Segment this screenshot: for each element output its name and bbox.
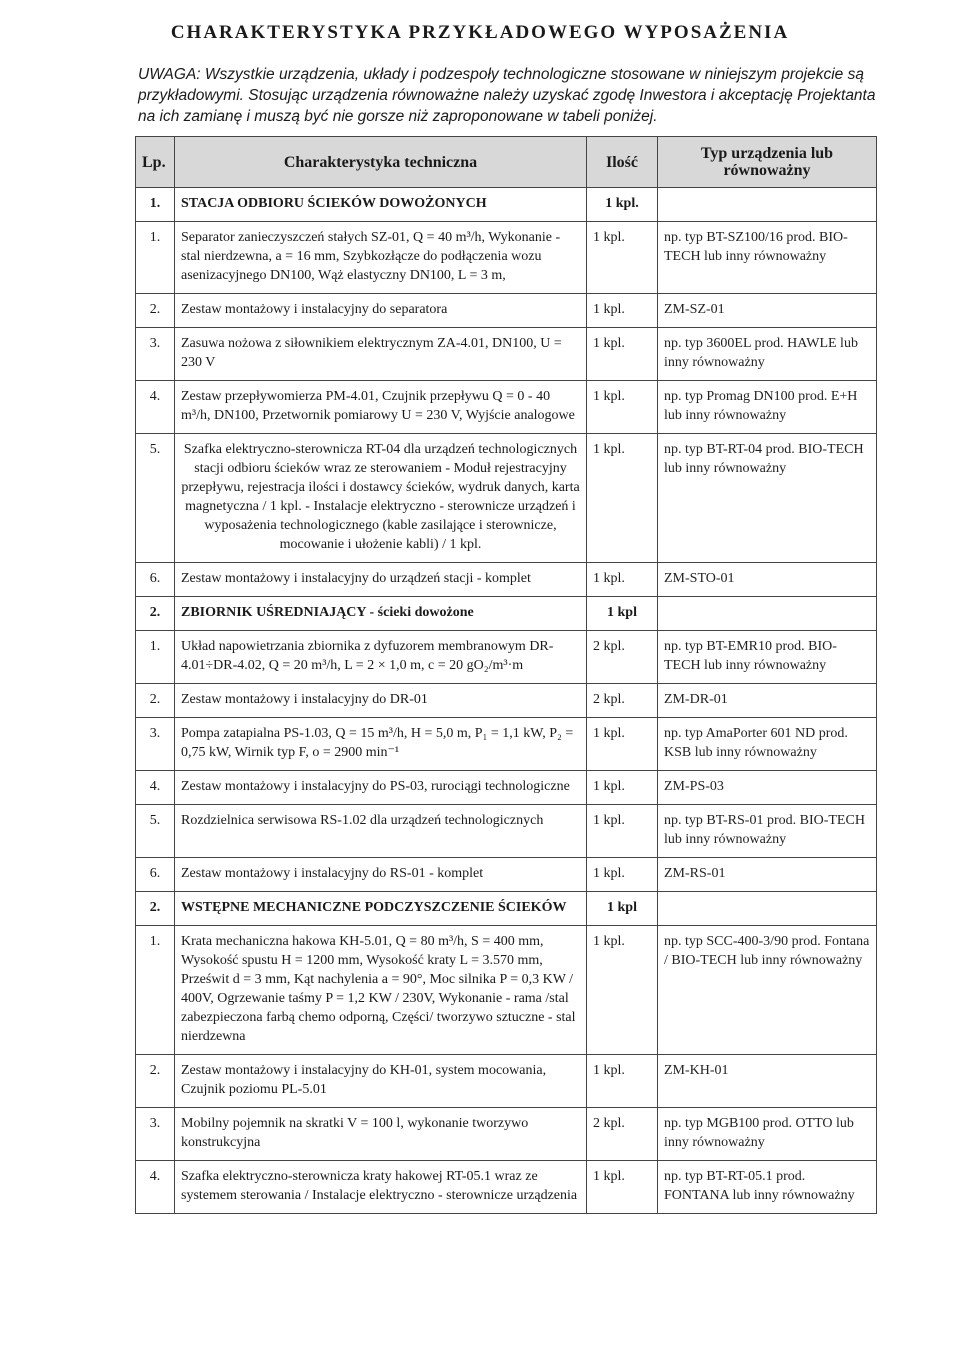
equipment-table (135, 136, 877, 1214)
row-type: np. typ BT-SZ100/16 prod. BIO-TECH lub inny równoważny (658, 222, 877, 294)
row-description: Zestaw montażowy i instalacyjny do RS-01 - komplet (175, 858, 587, 892)
row-description: Układ napowietrzania zbiornika z dyfuzorem membranowym DR-4.01÷DR-4.02, Q = 20 m³/h, L = 2 × 1,0 m, c = 20 gO₂/m³·m (175, 631, 587, 684)
table-row (136, 222, 877, 294)
row-type: np. typ BT-RT-05.1 prod. FONTANA lub inny równoważny (658, 1161, 877, 1214)
section-row (136, 892, 877, 926)
section-quantity: 1 kpl (587, 892, 658, 926)
row-lp: 2. (136, 684, 175, 718)
section-quantity: 1 kpl (587, 597, 658, 631)
row-description: Zestaw montażowy i instalacyjny do separatora (175, 294, 587, 328)
table-row (136, 294, 877, 328)
header-lp: Lp. (136, 137, 175, 188)
row-lp: 6. (136, 858, 175, 892)
row-description: Zestaw montażowy i instalacyjny do DR-01 (175, 684, 587, 718)
row-description: Pompa zatapialna PS-1.03, Q = 15 m³/h, H = 5,0 m, P₁ = 1,1 kW, P₂ = 0,75 kW, Wirnik typ F, o = 2900 min⁻¹ (175, 718, 587, 771)
row-quantity: 1 kpl. (587, 771, 658, 805)
row-quantity: 1 kpl. (587, 926, 658, 1055)
table-body (136, 188, 877, 1214)
row-type: ZM-KH-01 (658, 1055, 877, 1108)
section-type (658, 892, 877, 926)
section-number: 2. (136, 892, 175, 926)
row-description: Krata mechaniczna hakowa KH-5.01, Q = 80 m³/h, S = 400 mm, Wysokość spustu H = 1200 mm, Wysokość kraty L = 3.570 mm, Prześwit d = 3 mm, Kąt nachylenia a = 90°, Moc silnika P = 0,3 KW / 400V, Ogrzewanie taśmy P = 1,2 KW / 230V, Wykonanie - rama /stal zabezpieczona farbą chemo odporną, Części/ tworzywo sztuczne - stal nierdzewna (175, 926, 587, 1055)
row-lp: 6. (136, 563, 175, 597)
row-lp: 1. (136, 926, 175, 1055)
section-number: 1. (136, 188, 175, 222)
section-row (136, 188, 877, 222)
section-quantity: 1 kpl. (587, 188, 658, 222)
row-type: np. typ BT-RS-01 prod. BIO-TECH lub inny równoważny (658, 805, 877, 858)
row-type: np. typ 3600EL prod. HAWLE lub inny równoważny (658, 328, 877, 381)
row-lp: 1. (136, 222, 175, 294)
row-description: Zestaw montażowy i instalacyjny do urządzeń stacji - komplet (175, 563, 587, 597)
row-type: ZM-STO-01 (658, 563, 877, 597)
table-row (136, 381, 877, 434)
table-header-row (136, 137, 877, 188)
row-quantity: 1 kpl. (587, 563, 658, 597)
row-type: np. typ BT-RT-04 prod. BIO-TECH lub inny równoważny (658, 434, 877, 563)
header-quantity: Ilość (587, 137, 658, 188)
table-row (136, 771, 877, 805)
row-description: Zestaw montażowy i instalacyjny do KH-01, system mocowania, Czujnik poziomu PL-5.01 (175, 1055, 587, 1108)
section-number: 2. (136, 597, 175, 631)
row-lp: 5. (136, 434, 175, 563)
table-row (136, 858, 877, 892)
row-type: ZM-SZ-01 (658, 294, 877, 328)
row-quantity: 1 kpl. (587, 805, 658, 858)
row-description: Mobilny pojemnik na skratki V = 100 l, wykonanie tworzywo konstrukcyjna (175, 1108, 587, 1161)
row-type: np. typ AmaPorter 601 ND prod. KSB lub inny równoważny (658, 718, 877, 771)
row-lp: 2. (136, 1055, 175, 1108)
section-type (658, 188, 877, 222)
row-type: np. typ MGB100 prod. OTTO lub inny równoważny (658, 1108, 877, 1161)
table-row (136, 328, 877, 381)
row-type: ZM-PS-03 (658, 771, 877, 805)
row-quantity: 1 kpl. (587, 381, 658, 434)
row-description: Separator zanieczyszczeń stałych SZ-01, Q = 40 m³/h, Wykonanie - stal nierdzewna, a = 16 mm, Szybkozłącze do podłączenia wozu asenizacyjnego DN100, Wąż elastyczny DN100, L = 3 m, (175, 222, 587, 294)
note-paragraph: UWAGA: Wszystkie urządzenia, układy i podzespoły technologiczne stosowane w niniejszym projekcie są przykładowymi. Stosując urządzenia równoważne należy uzyskać zgodę Inwestora i akceptację Projektanta na ich zamianę i muszą być nie gorsze niż zaproponowane w tabeli poniżej. (138, 66, 876, 125)
row-lp: 1. (136, 631, 175, 684)
header-type: Typ urządzenia lub równoważny (658, 137, 877, 188)
row-quantity: 1 kpl. (587, 434, 658, 563)
table-row (136, 684, 877, 718)
table-row (136, 1108, 877, 1161)
row-type: np. typ BT-EMR10 prod. BIO-TECH lub inny równoważny (658, 631, 877, 684)
table-row (136, 718, 877, 771)
row-quantity: 1 kpl. (587, 328, 658, 381)
row-lp: 5. (136, 805, 175, 858)
section-title: WSTĘPNE MECHANICZNE PODCZYSZCZENIE ŚCIEKÓW (175, 892, 587, 926)
row-type: np. typ SCC-400-3/90 prod. Fontana / BIO-TECH lub inny równoważny (658, 926, 877, 1055)
section-title: ZBIORNIK UŚREDNIAJĄCY - ścieki dowożone (175, 597, 587, 631)
table-row (136, 926, 877, 1055)
row-lp: 4. (136, 381, 175, 434)
row-quantity: 1 kpl. (587, 1055, 658, 1108)
row-type: ZM-DR-01 (658, 684, 877, 718)
table-row (136, 631, 877, 684)
row-description: Zestaw montażowy i instalacyjny do PS-03, rurociągi technologiczne (175, 771, 587, 805)
row-type: np. typ Promag DN100 prod. E+H lub inny równoważny (658, 381, 877, 434)
row-quantity: 1 kpl. (587, 718, 658, 771)
table-row (136, 805, 877, 858)
row-quantity: 2 kpl. (587, 631, 658, 684)
table-row (136, 1055, 877, 1108)
row-description: Zestaw przepływomierza PM-4.01, Czujnik przepływu Q = 0 - 40 m³/h, DN100, Przetwornik pomiarowy U = 230 V, Wyjście analogowe (175, 381, 587, 434)
row-description: Rozdzielnica serwisowa RS-1.02 dla urządzeń technologicznych (175, 805, 587, 858)
row-quantity: 1 kpl. (587, 858, 658, 892)
table-row (136, 1161, 877, 1214)
section-row (136, 597, 877, 631)
row-quantity: 1 kpl. (587, 222, 658, 294)
table-row (136, 434, 877, 563)
row-quantity: 2 kpl. (587, 684, 658, 718)
row-type: ZM-RS-01 (658, 858, 877, 892)
table-row (136, 563, 877, 597)
row-description: Szafka elektryczno-sterownicza RT-04 dla urządzeń technologicznych stacji odbioru ścieków wraz ze sterowaniem - Moduł rejestracyjny przepływu, rejestracja ilości i dostawcy ścieków, wydruk danych, karta magnetyczna / 1 kpl. - Instalacje elektryczno - sterownicze urządzeń i wyposażenia technologicznego (kable zasilające i sterownicze, mocowanie i ułożenie kabli) / 1 kpl. (175, 434, 587, 563)
page-title: CHARAKTERYSTYKA PRZYKŁADOWEGO WYPOSAŻENIA (170, 22, 790, 43)
row-lp: 4. (136, 771, 175, 805)
row-lp: 3. (136, 1108, 175, 1161)
header-description: Charakterystyka techniczna (175, 137, 587, 188)
row-quantity: 1 kpl. (587, 1161, 658, 1214)
row-description: Zasuwa nożowa z siłownikiem elektrycznym ZA-4.01, DN100, U = 230 V (175, 328, 587, 381)
row-lp: 2. (136, 294, 175, 328)
row-lp: 3. (136, 328, 175, 381)
row-quantity: 1 kpl. (587, 294, 658, 328)
row-lp: 4. (136, 1161, 175, 1214)
row-quantity: 2 kpl. (587, 1108, 658, 1161)
section-title: STACJA ODBIORU ŚCIEKÓW DOWOŻONYCH (175, 188, 587, 222)
row-lp: 3. (136, 718, 175, 771)
section-type (658, 597, 877, 631)
row-description: Szafka elektryczno-sterownicza kraty hakowej RT-05.1 wraz ze systemem sterowania / Instalacje elektryczno - sterownicze urządzenia (175, 1161, 587, 1214)
